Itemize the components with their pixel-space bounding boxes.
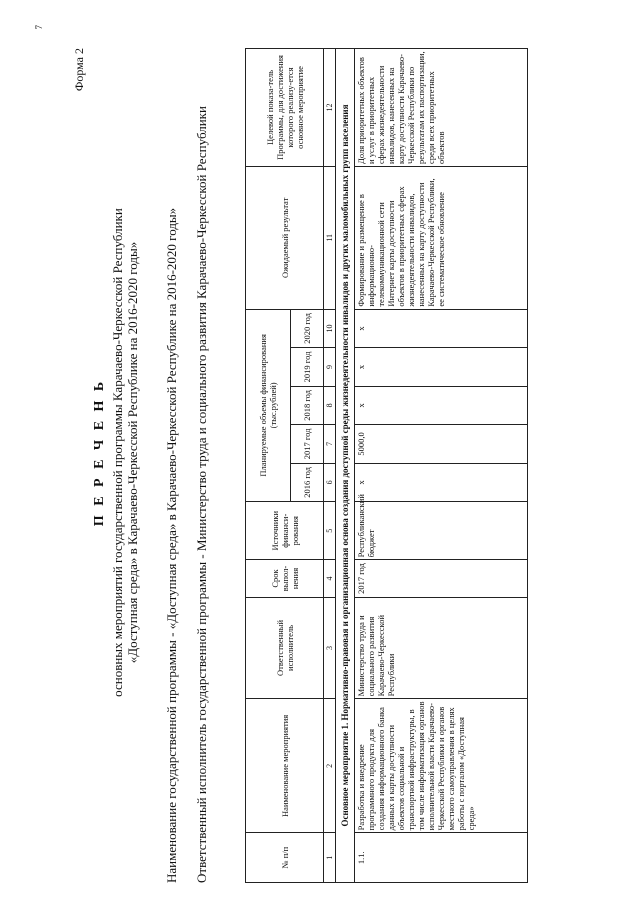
- row-2016: х: [355, 463, 528, 501]
- row-executor: Министерство труда и социального развития Карачаево-Черкесской Республики: [355, 597, 528, 699]
- column-number: 6: [324, 463, 336, 501]
- measures-table: [245, 48, 528, 883]
- header-executor: Ответственный исполнитель: [246, 597, 324, 699]
- table-row: [355, 49, 528, 883]
- page-number: 7: [34, 25, 44, 30]
- header-result: Ожидаемый результат: [246, 166, 324, 309]
- header-2017: 2017 год: [291, 425, 324, 463]
- section-title: Основное мероприятие 1. Нормативно-правовая и организационная основа создания доступной среды жизнедеятельности инвалидов и других маломобильных групп населения: [336, 49, 355, 883]
- column-number: 5: [324, 502, 336, 560]
- row-2020: х: [355, 309, 528, 348]
- header-num: № п/п: [246, 833, 324, 883]
- header-2020: 2020 год: [291, 309, 324, 348]
- column-number: 10: [324, 309, 336, 348]
- column-number-row: [324, 49, 336, 883]
- column-number: 11: [324, 166, 336, 309]
- header-row-1: [246, 49, 291, 883]
- row-2018: х: [355, 386, 528, 424]
- column-number: 9: [324, 348, 336, 386]
- column-number: 8: [324, 386, 336, 424]
- row-2017: 5000,0: [355, 425, 528, 463]
- header-2016: 2016 год: [291, 463, 324, 501]
- header-name: Наименование мероприятия: [246, 699, 324, 833]
- document-title: П Е Р Е Ч Е Н Ь: [92, 378, 107, 527]
- header-term: Срок выпол-нения: [246, 560, 324, 597]
- column-number: 1: [324, 833, 336, 883]
- column-number: 2: [324, 699, 336, 833]
- row-num: 1.1.: [355, 833, 528, 883]
- header-2019: 2019 год: [291, 348, 324, 386]
- row-2019: х: [355, 348, 528, 386]
- header-2018: 2018 год: [291, 386, 324, 424]
- row-term: 2017 год: [355, 560, 528, 597]
- header-indicator: Целевой показа-тель Программы, для достижения которого реализу-ется основное мероприятие: [246, 49, 324, 167]
- subtitle-line-1: основных мероприятий государственной программы Карачаево-Черкесской Республики: [110, 208, 125, 697]
- subtitle-line-2: «Доступная среда» в Карачаево-Черкесской Республике на 2016-2020 годы»: [125, 241, 140, 664]
- row-result: Формирование и размещение в информационно-телекоммуникационной сети Интернет карты доступности объектов в приоритетных сферах жизнедеятельности инвалидов, нанесенных на карту доступности Карачаево-Черкесской Республики, ее систематическое обновление: [355, 166, 528, 309]
- header-sources: Источники финанси-рования: [246, 502, 324, 560]
- section-row: [336, 49, 355, 883]
- row-source: Республиканский бюджет: [355, 502, 528, 560]
- row-indicator: Доля приоритетных объектов и услуг в приоритетных сферах жизнедеятельности инвалидов, нанесенных на карту доступности Карачаево-Черкесской Республики по результатам их паспортизации, среди всех приоритетных объектов: [355, 49, 528, 167]
- column-number: 12: [324, 49, 336, 167]
- program-name: Наименование государственной программы - «Доступная среда» в Карачаево-Черкесской Республике на 2016-2020 годы»: [164, 207, 179, 883]
- column-number: 4: [324, 560, 336, 597]
- form-label: Форма 2: [72, 48, 86, 92]
- document-subtitle: [110, 0, 140, 905]
- responsible-executor: Ответственный исполнитель государственной программы - Министерство труда и социального развития Карачаево-Черкесской Республики: [194, 106, 209, 883]
- header-funding: Планируемые объемы финансирования (тыс.рублей): [246, 309, 291, 501]
- column-number: 7: [324, 425, 336, 463]
- row-name: Разработка и внедрение программного продукта для создания информационного банка данных и карты доступности объектов социальной и транспортной инфраструктуры, в том числе информатизация органов исполнительной власти Карачаево-Черкесской Республики и органов местного самоуправления в целях работы с порталом «Доступная среда»: [355, 699, 528, 833]
- column-number: 3: [324, 597, 336, 699]
